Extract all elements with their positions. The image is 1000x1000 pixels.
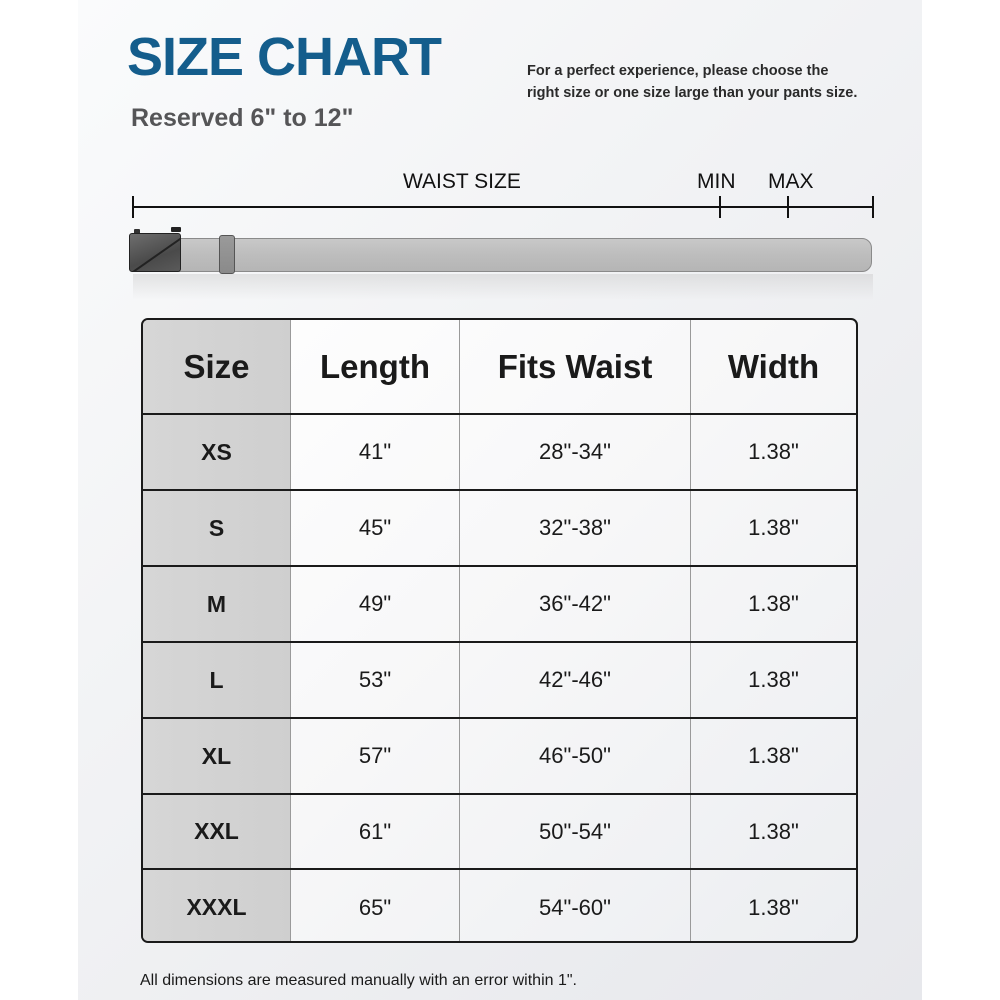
table-row [143, 489, 856, 565]
ruler-start-tick [132, 196, 134, 218]
size-cell: XS [143, 415, 290, 489]
fits-waist-cell: 42"-46" [459, 643, 690, 717]
width-cell: 1.38" [690, 567, 856, 641]
note-line-1: For a perfect experience, please choose the [527, 63, 829, 79]
width-cell: 1.38" [690, 870, 856, 943]
ruler-max-tick [787, 196, 789, 218]
table-row [143, 641, 856, 717]
belt-reflection [133, 274, 873, 300]
size-cell: L [143, 643, 290, 717]
size-cell: XL [143, 719, 290, 793]
length-cell: 61" [290, 795, 459, 868]
fits-waist-cell: 36"-42" [459, 567, 690, 641]
measurement-disclaimer: All dimensions are measured manually with an error within 1". [140, 972, 577, 989]
size-table [141, 318, 858, 943]
max-label: MAX [768, 170, 814, 193]
note-line-2: right size or one size large than your pants size. [527, 85, 858, 101]
width-cell: 1.38" [690, 719, 856, 793]
belt-buckle-icon [129, 233, 181, 272]
size-cell: XXL [143, 795, 290, 868]
table-row [143, 717, 856, 793]
size-advice-note [527, 60, 897, 104]
ruler-end-tick [872, 196, 874, 218]
length-cell: 41" [290, 415, 459, 489]
length-cell: 65" [290, 870, 459, 943]
waist-size-label: WAIST SIZE [403, 170, 521, 193]
page-title: SIZE CHART [127, 27, 441, 87]
width-cell: 1.38" [690, 795, 856, 868]
reserved-subtitle: Reserved 6" to 12" [131, 104, 354, 132]
fits-waist-cell: 46"-50" [459, 719, 690, 793]
table-row [143, 793, 856, 868]
buckle-lever-icon [171, 227, 181, 232]
header-length: Length [290, 320, 459, 413]
width-cell: 1.38" [690, 415, 856, 489]
width-cell: 1.38" [690, 491, 856, 565]
length-cell: 45" [290, 491, 459, 565]
waist-ruler-line [133, 206, 874, 208]
buckle-diagonal [131, 233, 181, 272]
table-row [143, 868, 856, 943]
table-header-row [143, 320, 856, 413]
length-cell: 53" [290, 643, 459, 717]
table-row [143, 413, 856, 489]
header-width: Width [690, 320, 856, 413]
length-cell: 57" [290, 719, 459, 793]
length-cell: 49" [290, 567, 459, 641]
min-label: MIN [697, 170, 736, 193]
ruler-min-tick [719, 196, 721, 218]
size-cell: M [143, 567, 290, 641]
size-cell: XXXL [143, 870, 290, 943]
fits-waist-cell: 50"-54" [459, 795, 690, 868]
fits-waist-cell: 28"-34" [459, 415, 690, 489]
table-row [143, 565, 856, 641]
fits-waist-cell: 32"-38" [459, 491, 690, 565]
header-size: Size [143, 320, 290, 413]
belt-loop-icon [219, 235, 235, 274]
fits-waist-cell: 54"-60" [459, 870, 690, 943]
header-fits-waist: Fits Waist [459, 320, 690, 413]
size-cell: S [143, 491, 290, 565]
belt-strap-icon [150, 238, 872, 272]
width-cell: 1.38" [690, 643, 856, 717]
